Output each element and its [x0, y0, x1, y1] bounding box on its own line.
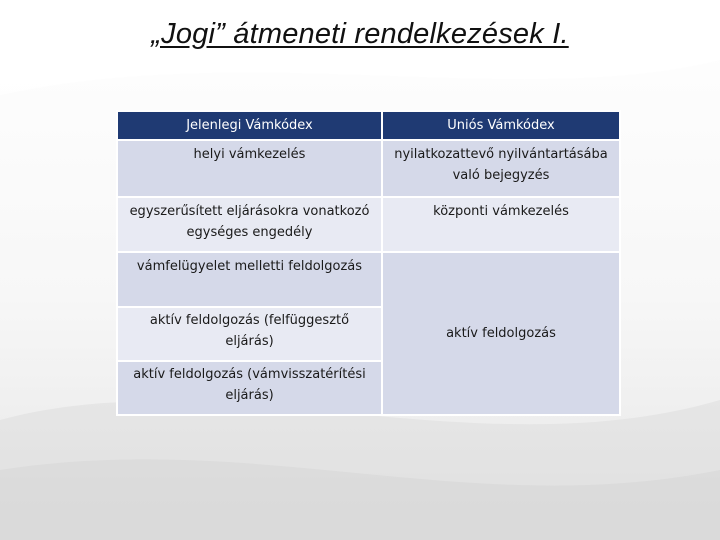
table-cell: vámfelügyelet melletti feldolgozás: [117, 252, 382, 307]
comparison-table: [116, 110, 621, 416]
table-cell: aktív feldolgozás (vámvisszatérítési eljárás): [117, 361, 382, 415]
table-cell: egyszerűsített eljárásokra vonatkozó egységes engedély: [117, 197, 382, 252]
slide-title: „Jogi” átmeneti rendelkezések I.: [151, 18, 569, 50]
table-row: [117, 197, 620, 252]
table-row: [117, 252, 620, 307]
table-cell-merged: aktív feldolgozás: [382, 252, 620, 415]
table-cell: aktív feldolgozás (felfüggesztő eljárás): [117, 307, 382, 361]
header-union-code: Uniós Vámkódex: [382, 111, 620, 140]
table-cell: központi vámkezelés: [382, 197, 620, 252]
table-header-row: [117, 111, 620, 140]
table-row: [117, 140, 620, 197]
table-cell: helyi vámkezelés: [117, 140, 382, 197]
table-cell: nyilatkozattevő nyilvántartásába való bejegyzés: [382, 140, 620, 197]
header-current-code: Jelenlegi Vámkódex: [117, 111, 382, 140]
